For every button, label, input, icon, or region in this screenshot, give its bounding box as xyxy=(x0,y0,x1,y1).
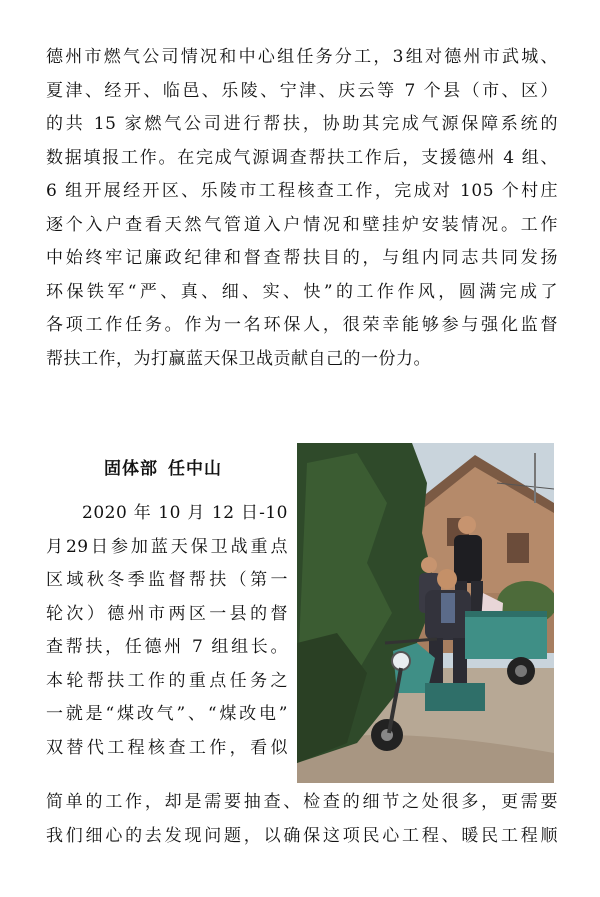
text-line: 2020 年 10 月 12 日-10 xyxy=(82,503,288,523)
text-line: 6 组开展经开区、乐陵市工程核查工作，完成对 105 个村庄 xyxy=(46,181,558,201)
author-name: 任中山 xyxy=(168,459,222,479)
text-line: 轮次）德州市两区一县的督 xyxy=(46,603,288,624)
text-line: 本轮帮扶工作的重点任务之 xyxy=(46,670,288,691)
text-line: 区域秋冬季监督帮扶（第一 xyxy=(46,570,288,590)
narrow-paragraph xyxy=(46,497,288,765)
text-line: 双替代工程核查工作，看似 xyxy=(46,737,288,758)
text-line: 逐个入户查看天然气管道入户情况和壁挂炉安装情况。工作 xyxy=(46,214,558,235)
section-heading xyxy=(104,454,222,479)
text-line: 德州市燃气公司情况和中心组任务分工，3组对德州市武城、 xyxy=(46,47,558,67)
top-paragraph xyxy=(46,41,558,376)
department-label: 固体部 xyxy=(104,459,158,479)
text-line: 各项工作任务。作为一名环保人，很荣幸能够参与强化监督 xyxy=(46,315,558,335)
text-line: 数据填报工作。在完成气源调查帮扶工作后，支援德州 4 组、 xyxy=(46,147,558,168)
text-line: 一就是“煤改气”、“煤改电” xyxy=(46,704,288,724)
text-line: 帮扶工作，为打赢蓝天保卫战贡献自己的一份力。 xyxy=(46,348,431,369)
text-line: 的共 15 家燃气公司进行帮扶，协助其完成气源保障系统的 xyxy=(46,114,558,134)
text-line: 中始终牢记廉政纪律和督查帮扶目的，与组内同志共同发扬 xyxy=(46,248,558,268)
text-line: 环保铁军“严、真、细、实、快”的工作作风，圆满完成了 xyxy=(46,281,558,302)
text-line: 夏津、经开、临邑、乐陵、宁津、庆云等 7 个县（市、区） xyxy=(46,80,558,101)
text-line: 简单的工作，却是需要抽查、检查的细节之处很多，更需要 xyxy=(46,792,558,812)
bottom-paragraph xyxy=(46,786,558,853)
text-line: 查帮扶，任德州 7 组组长。 xyxy=(46,637,288,657)
field-photo xyxy=(297,443,554,783)
text-line: 月29日参加蓝天保卫战重点 xyxy=(46,536,288,557)
text-line: 我们细心的去发现问题，以确保这项民心工程、暖民工程顺 xyxy=(46,825,558,846)
